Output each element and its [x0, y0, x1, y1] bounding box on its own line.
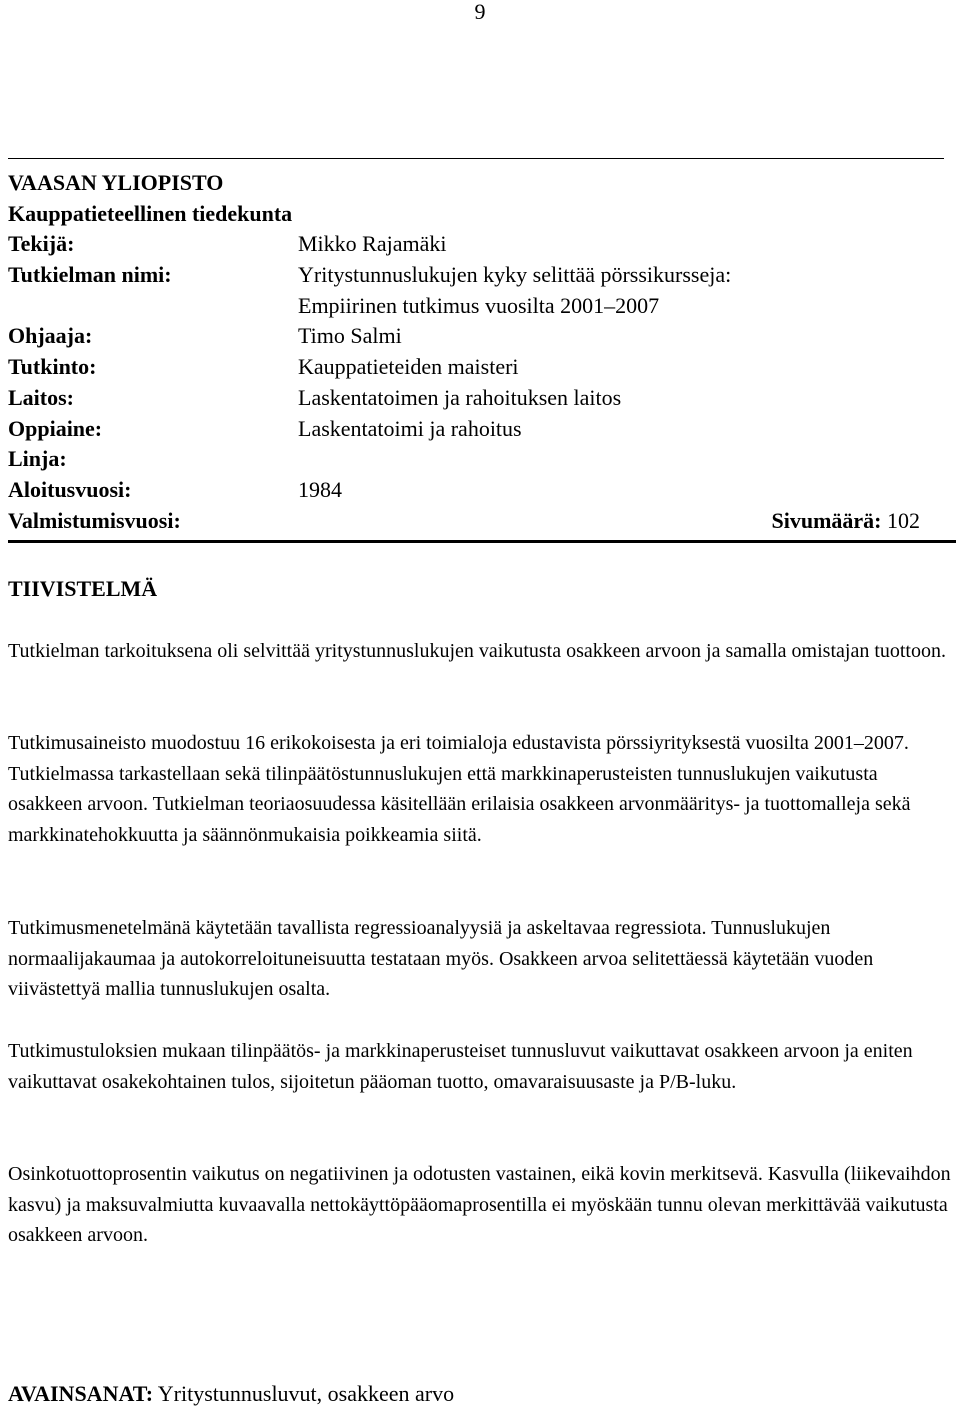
start-year-row — [8, 475, 948, 506]
keywords — [8, 1380, 454, 1408]
keywords-value: Yritystunnusluvut, osakkeen arvo — [157, 1381, 455, 1406]
department-label: Laitos: — [8, 384, 74, 410]
abstract-paragraph-1: Tutkielman tarkoituksena oli selvittää yritystunnuslukujen vaikutusta osakkeen arvoon ja samalla omistajan tuottoon. — [8, 640, 946, 662]
author-row — [8, 229, 948, 260]
department-row — [8, 383, 948, 414]
abstract-title: TIIVISTELMÄ — [8, 576, 158, 601]
section-rule — [8, 540, 956, 543]
degree-value: Kauppatieteiden maisteri — [298, 354, 519, 380]
start-year-value: 1984 — [298, 476, 342, 502]
thesis-title-row-2 — [8, 291, 948, 322]
thesis-title-line1: Yritystunnuslukujen kyky selittää pörssikursseja: — [298, 262, 732, 288]
abstract-paragraph-5: Osinkotuottoprosentin vaikutus on negatiivinen ja odotusten vastainen, eikä kovin merkitsevä. Kasvulla (liikevaihdon kasvu) ja maksuvalmiutta kuvaavalla nettokäyttöpääomaprosentilla ei myöskään tunnu olevan merkittävää vaikutusta osakkeen arvoon. — [8, 1163, 951, 1247]
graduation-year-row — [8, 506, 948, 537]
thesis-title-row — [8, 260, 948, 291]
thesis-title-line2: Empiirinen tutkimus vuosilta 2001–2007 — [298, 292, 660, 318]
page-number: 9 — [474, 0, 486, 24]
supervisor-value: Timo Salmi — [298, 323, 402, 349]
author-label: Tekijä: — [8, 231, 75, 257]
supervisor-label: Ohjaaja: — [8, 323, 93, 349]
keywords-label: AVAINSANAT: — [8, 1381, 154, 1406]
supervisor-row — [8, 321, 948, 352]
degree-row — [8, 352, 948, 383]
thesis-title-label: Tutkielman nimi: — [8, 262, 172, 288]
abstract-paragraph-4: Tutkimustuloksien mukaan tilinpäätös- ja markkinaperusteiset tunnusluvut vaikuttavat osakkeen arvoon ja eniten vaikuttavat osakekohtainen tulos, sijoitetun pääoman tuotto, omavaraisuusaste ja P/B-luku. — [8, 1040, 913, 1093]
department-value: Laskentatoimen ja rahoituksen laitos — [298, 384, 622, 410]
subject-row — [8, 414, 948, 445]
page-count-value: 102 — [887, 507, 920, 533]
top-rule — [8, 158, 944, 159]
subject-label: Oppiaine: — [8, 415, 103, 441]
start-year-label: Aloitusvuosi: — [8, 476, 132, 502]
faculty-name: Kauppatieteellinen tiedekunta — [8, 200, 293, 226]
line-row — [8, 444, 948, 475]
line-label: Linja: — [8, 446, 67, 472]
page-count-field — [772, 506, 921, 537]
author-value: Mikko Rajamäki — [298, 231, 447, 257]
abstract-paragraph-3: Tutkimusmenetelmänä käytetään tavallista regressioanalyysiä ja askeltavaa regressiota. Tunnuslukujen normaalijakaumaa ja autokorreloituneisuutta testataan myös. Osakkeen arvoa selitettäessä käytetään vuoden viivästettyä mallia tunnuslukujen osalta. — [8, 917, 874, 1001]
graduation-year-label: Valmistumisvuosi: — [8, 507, 181, 533]
page-count-label: Sivumäärä: — [771, 507, 882, 533]
degree-label: Tutkinto: — [8, 354, 97, 380]
thesis-info-header — [8, 168, 948, 536]
university-name: VAASAN YLIOPISTO — [8, 170, 224, 195]
subject-value: Laskentatoimi ja rahoitus — [298, 415, 522, 441]
abstract-paragraph-2: Tutkimusaineisto muodostuu 16 erikokoisesta ja eri toimialoja edustavista pörssiyrityksestä vuosilta 2001–2007. Tutkielmassa tarkastellaan sekä tilinpäätöstunnuslukujen että markkinaperusteisten tunnuslukujen vaikutusta osakkeen arvoon. Tutkielman teoriaosuudessa käsitellään erilaisia osakkeen arvonmääritys- ja tuottomalleja sekä markkinatehokkuutta ja säännönmukaisia poikkeamia siitä. — [8, 732, 911, 846]
